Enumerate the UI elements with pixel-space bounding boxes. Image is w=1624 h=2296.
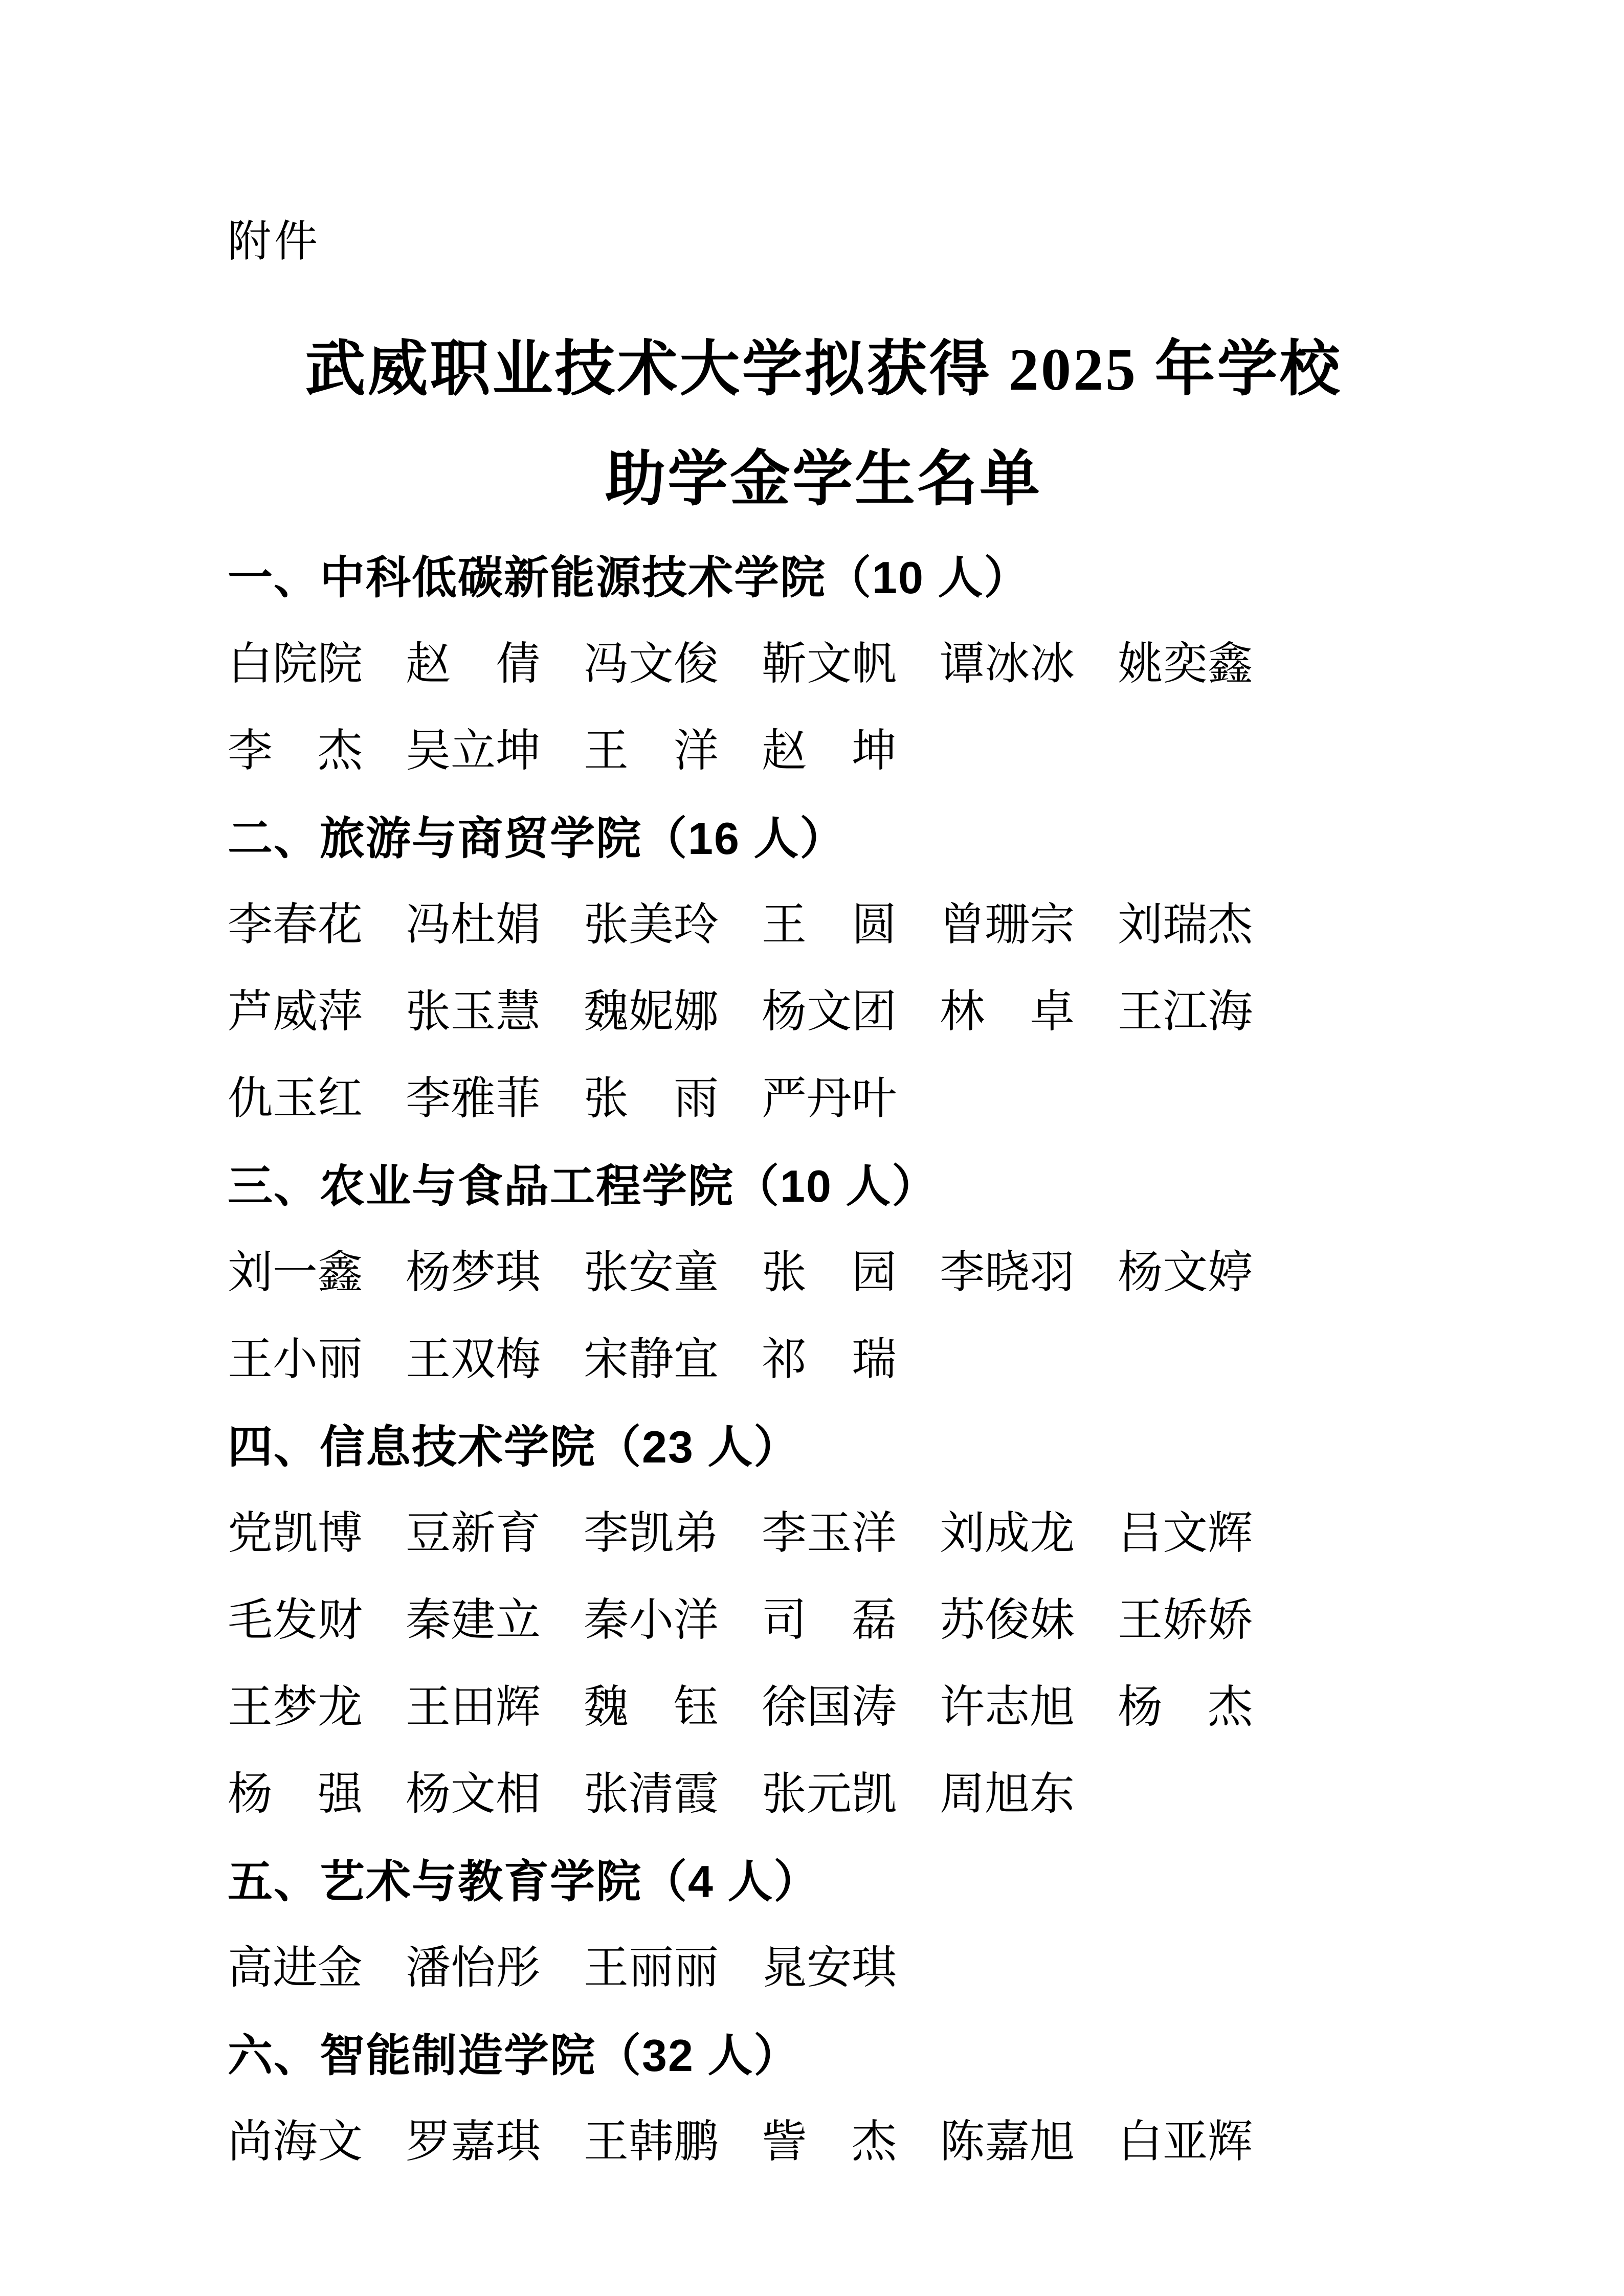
student-name: 谭冰冰 [940, 640, 1075, 689]
section-heading: 三、农业与食品工程学院（10 人） [228, 1161, 938, 1211]
name-row [228, 1056, 1419, 1143]
student-name: 曾珊宗 [940, 901, 1075, 950]
student-name: 白亚辉 [1118, 2118, 1253, 2167]
student-name: 严丹叶 [762, 1074, 897, 1124]
student-name: 党凯博 [228, 1509, 363, 1559]
student-name: 王梦龙 [228, 1683, 363, 1732]
student-name: 周旭东 [940, 1770, 1075, 1819]
student-name: 苏俊妹 [940, 1596, 1075, 1646]
section-heading: 四、信息技术学院（23 人） [228, 1422, 800, 1472]
student-name: 王 圆 [762, 901, 897, 950]
student-name: 李雅菲 [406, 1074, 541, 1124]
section-rows [228, 882, 1419, 1143]
name-row [228, 1230, 1419, 1317]
section-heading: 一、中科低碳新能源技术学院（10 人） [228, 552, 1030, 603]
student-name: 李玉洋 [762, 1509, 897, 1559]
name-row [228, 1578, 1419, 1664]
title-line-1: 武威职业技术大学拟获得 2025 年学校 [305, 336, 1342, 403]
student-name: 杨梦琪 [406, 1248, 541, 1298]
student-name: 芦威萍 [228, 987, 363, 1037]
section [228, 534, 1419, 795]
student-name: 王小丽 [228, 1335, 363, 1385]
student-name: 许志旭 [940, 1683, 1075, 1732]
name-row [228, 1491, 1419, 1578]
student-name: 秦建立 [406, 1596, 541, 1646]
student-name: 毛发财 [228, 1596, 363, 1646]
name-row [228, 2099, 1419, 2186]
student-name: 王丽丽 [584, 1944, 719, 1993]
student-name: 王江海 [1118, 987, 1253, 1037]
student-name: 张 园 [762, 1248, 897, 1298]
student-name: 罗嘉琪 [406, 2118, 541, 2167]
document-title [228, 314, 1419, 534]
student-name: 吕文辉 [1118, 1509, 1253, 1559]
student-name: 仇玉红 [228, 1074, 363, 1124]
student-name: 赵 倩 [406, 640, 541, 689]
student-name: 王田辉 [406, 1683, 541, 1732]
student-name: 尚海文 [228, 2118, 363, 2167]
sections-container [228, 534, 1419, 2186]
student-name: 魏 钰 [584, 1683, 719, 1732]
section-rows [228, 2099, 1419, 2186]
student-name: 司 磊 [762, 1596, 897, 1646]
section-rows [228, 1491, 1419, 1838]
student-name: 高进金 [228, 1944, 363, 1993]
student-name: 张安童 [584, 1248, 719, 1298]
student-name: 张玉慧 [406, 987, 541, 1037]
student-name: 赵 坤 [762, 727, 897, 776]
student-name: 林 卓 [940, 987, 1075, 1037]
student-name: 吴立坤 [406, 727, 541, 776]
section-rows [228, 1230, 1419, 1404]
student-name: 李晓羽 [940, 1248, 1075, 1298]
student-name: 宋静宜 [584, 1335, 719, 1385]
student-name: 杨文相 [406, 1770, 541, 1819]
section [228, 1404, 1419, 1838]
student-name: 王娇娇 [1118, 1596, 1253, 1646]
student-name: 白院院 [228, 640, 363, 689]
student-name: 杨 杰 [1118, 1683, 1253, 1732]
student-name: 杨 强 [228, 1770, 363, 1819]
student-name: 张元凯 [762, 1770, 897, 1819]
student-name: 陈嘉旭 [940, 2118, 1075, 2167]
student-name: 靳文帆 [762, 640, 897, 689]
name-row [228, 1664, 1419, 1751]
student-name: 王 洋 [584, 727, 719, 776]
student-name: 李凯弟 [584, 1509, 719, 1559]
section-rows [228, 621, 1419, 795]
student-name: 魏妮娜 [584, 987, 719, 1037]
student-name: 刘瑞杰 [1118, 901, 1253, 950]
student-name: 张 雨 [584, 1074, 719, 1124]
name-row [228, 708, 1419, 795]
attachment-label: 附件 [228, 217, 321, 266]
section [228, 1838, 1419, 2012]
student-name: 杨文婷 [1118, 1248, 1253, 1298]
student-name: 李春花 [228, 901, 363, 950]
student-name: 张美玲 [584, 901, 719, 950]
student-name: 秦小洋 [584, 1596, 719, 1646]
name-row [228, 1751, 1419, 1838]
name-row [228, 882, 1419, 969]
student-name: 潘怡彤 [406, 1944, 541, 1993]
name-row [228, 1317, 1419, 1404]
student-name: 李 杰 [228, 727, 363, 776]
section-rows [228, 1925, 1419, 2012]
section-heading: 五、艺术与教育学院（4 人） [228, 1856, 820, 1907]
section [228, 1143, 1419, 1404]
name-row [228, 1925, 1419, 2012]
student-name: 王韩鹏 [584, 2118, 719, 2167]
section-heading: 六、智能制造学院（32 人） [228, 2030, 800, 2081]
section [228, 795, 1419, 1143]
name-row [228, 621, 1419, 708]
student-name: 刘一鑫 [228, 1248, 363, 1298]
student-name: 冯杜娟 [406, 901, 541, 950]
student-name: 訾 杰 [762, 2118, 897, 2167]
title-line-2: 助学金学生名单 [605, 446, 1042, 513]
section [228, 2012, 1419, 2186]
student-name: 豆新育 [406, 1509, 541, 1559]
student-name: 姚奕鑫 [1118, 640, 1253, 689]
student-name: 刘成龙 [940, 1509, 1075, 1559]
student-name: 张清霞 [584, 1770, 719, 1819]
student-name: 冯文俊 [584, 640, 719, 689]
student-name: 晁安琪 [762, 1944, 897, 1993]
section-heading: 二、旅游与商贸学院（16 人） [228, 813, 846, 864]
student-name: 徐国涛 [762, 1683, 897, 1732]
student-name: 杨文团 [762, 987, 897, 1037]
name-row [228, 969, 1419, 1056]
student-name: 王双梅 [406, 1335, 541, 1385]
student-name: 祁 瑞 [762, 1335, 897, 1385]
